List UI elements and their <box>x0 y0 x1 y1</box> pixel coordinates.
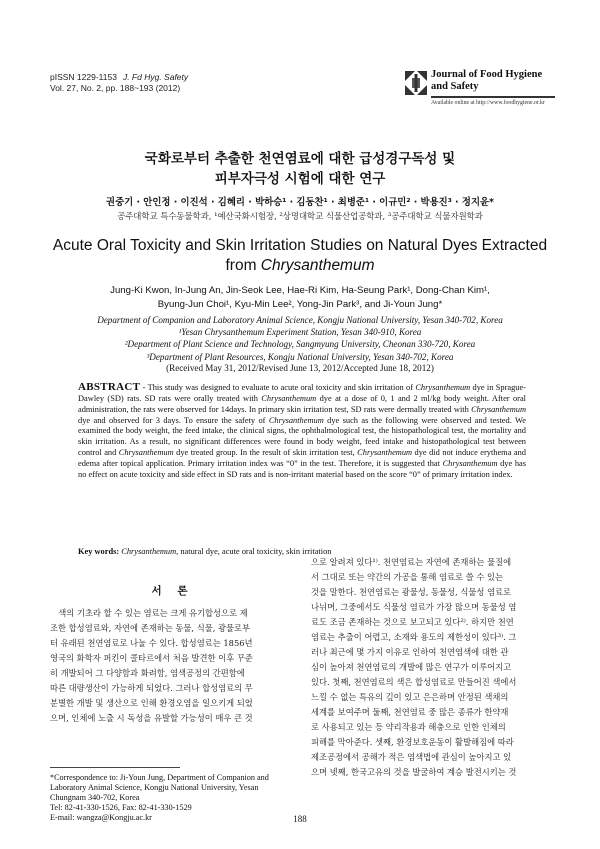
body-line: 히 개발되어 그 다양함과 화려함, 염색공정의 간편함에 <box>50 668 245 678</box>
body-line: 조한 합성염료와, 자연에 존재하는 동물, 식물, 광물로부 <box>50 623 251 633</box>
keywords-italic: Chrysanthemum <box>119 547 177 556</box>
footnote-line: Tel: 82-41-330-1526, Fax: 82-41-330-1529 <box>50 803 192 813</box>
affiliation-line: ³Department of Plant Resources, Kongju National University, Yesan 340-702, Korea <box>146 351 454 362</box>
title-english-italic: Chrysanthemum <box>260 257 375 274</box>
affiliation-line: ¹Yesan Chrysanthemum Experiment Station, Yesan 340-910, Korea <box>178 327 422 338</box>
issn: pISSN 1229-1153 <box>50 72 117 82</box>
affiliation-line: Department of Companion and Laboratory Animal Science, Kongju National University, Yesan 340-702, Korea <box>97 315 503 325</box>
journal-masthead <box>405 69 555 115</box>
page-number: 188 <box>293 814 307 824</box>
body-line: 색의 기초라 할 수 있는 염료는 크게 유기합성으로 제 <box>50 608 248 618</box>
title-english-line2 <box>30 256 570 276</box>
keywords-label: Key words: <box>78 547 120 556</box>
journal-citation <box>50 72 188 94</box>
journal-logo-icon <box>405 71 427 95</box>
abstract-text: dye in Sprague-Dawley (SD) rats. SD rats were orally treated with <box>78 383 526 403</box>
abstract-italic: Chrysanthemum <box>268 415 324 425</box>
body-left-column <box>50 606 295 726</box>
authors-english-line1: Jung-Ki Kwon, In-Jung An, Jin-Seok Lee, Hae-Ri Kim, Ha-Seung Park¹, Dong-Chan Kim¹, <box>110 285 490 296</box>
footnote-line: Laboratory Animal Science, Kongju National University, Yesan <box>50 783 259 793</box>
footnote-line: Chungnam 340-702, Korea <box>50 793 140 803</box>
body-line: 있다. 첫째, 천연염료의 색은 합성염료로 만들어진 색에서 <box>311 677 517 687</box>
body-line: 피해를 막아준다. 셋째, 환경보호운동이 활발해짐에 따라 <box>311 737 514 747</box>
abstract-italic: Chrysanthemum <box>415 383 471 392</box>
journal-rule <box>431 96 555 98</box>
body-line: 심이 높아져 천연염료의 개발에 많은 연구가 이루어지고 <box>311 662 512 672</box>
authors-english-line2: Byung-Jun Choi¹, Kyu-Min Lee², Yong-Jin Park³, and Ji-Youn Jung* <box>157 299 443 310</box>
abstract-heading: ABSTRACT <box>78 381 141 393</box>
abstract-text: - This study was designed to evaluate to acute oral toxicity and skin irritation of <box>140 383 416 392</box>
abstract-italic: Chrysanthemum <box>471 404 526 414</box>
body-line: 나뉘며, 그중에서도 식물성 염료가 가장 많으며 동물성 염 <box>311 602 517 612</box>
footnote-email[interactable]: E-mail: wangza@Kongju.ac.kr <box>50 813 152 823</box>
abstract-italic: Chrysanthemum <box>442 458 498 468</box>
body-line: 터 유래된 천연염료로 나눌 수 있다. 합성염료는 1856년 <box>50 638 253 648</box>
body-right-column <box>311 555 556 780</box>
affiliation-line: ²Department of Plant Science and Technology, Sangmyung University, Cheonan 330-720, Korea <box>124 339 476 350</box>
authors-korean: 권중기 · 안인정 · 이진석 · 김혜리 · 박하승¹ · 김동찬¹ · 최병준¹ · 이규민² · 박용진³ · 정지윤* <box>106 197 494 208</box>
body-line: 으며 넷째, 한국고유의 것을 발굴하여 계승 발전시키는 것 <box>311 767 517 777</box>
body-line: 으며, 인체에 노출 시 독성을 유발할 가능성이 매우 큰 것 <box>50 713 253 723</box>
abstract-text: dye at a dose of 0, 1 and 2 ml/kg body weight. After oral administration, the rats were observed for 14days. In primary skin irritation test, SD rats were dermally treated with <box>78 393 526 414</box>
abstract-text: dye such as the following were observed and tested. We examined the body weight, the feed intake, the clinical signs, the ophthalmological test, the histopathological test, the mortality and skin irritation. As a result, no significant differences were found in body weight, feed intake and histopathological test between control and <box>78 415 526 458</box>
correspondence-footnote <box>50 773 300 823</box>
body-line: 료도 조금 존재하는 것으로 보고되고 있다²⁾. 하지만 천연 <box>311 617 514 627</box>
body-line: 분별한 개발 및 생산으로 인해 환경오염을 일으키게 되었 <box>50 698 253 708</box>
volume-line: Vol. 27, No. 2, pp. 188~193 (2012) <box>50 83 181 93</box>
journal-abbrev: J. Fd Hyg. Safety <box>122 72 189 82</box>
title-korean-line2: 피부자극성 시험에 대한 연구 <box>214 171 386 187</box>
abstract-italic: Chrysanthemum <box>261 393 317 403</box>
body-line: 세계를 보여주며 둘째, 천연염료 중 많은 종류가 한약재 <box>311 707 509 717</box>
body-line: 러나 최근에 몇 가지 이유로 인하여 천연염색에 대한 관 <box>311 647 509 657</box>
journal-online-link[interactable]: Available online at http://www.foodhygiene.or.kr <box>431 100 545 106</box>
journal-title-line2: and Safety <box>431 80 479 92</box>
body-line: 것을 말한다. 천연염료는 광물성, 동물성, 식물성 염료로 <box>311 587 512 597</box>
body-line: 느낄 수 없는 특유의 깊이 있고 은은하며 안정된 색채의 <box>311 692 509 702</box>
abstract-text: dye did not induce erythema and edema after topical application. Primary irritation index was “0” in the test. Therefore, it is suggested that <box>78 448 526 468</box>
title-english-prefix: from <box>225 257 261 274</box>
journal-title-line1: Journal of Food Hygiene <box>431 69 543 80</box>
body-line: 서 그대로 또는 약간의 가공을 통해 염료로 쓸 수 있는 <box>311 572 504 582</box>
body-line: 제조공정에서 공해가 적은 염색법에 관심이 높아지고 있 <box>311 752 512 762</box>
journal-title <box>431 69 542 92</box>
body-line: 따른 대량생산이 가능하게 되었다. 그러나 합성염료의 무 <box>50 683 253 693</box>
title-english-line1: Acute Oral Toxicity and Skin Irritation Studies on Natural Dyes Extracted <box>52 237 548 254</box>
footnote-rule <box>50 767 180 768</box>
body-line: 로 사용되고 있는 등 약리작용과 해충으로 인한 인체의 <box>311 722 506 732</box>
title-korean <box>40 149 560 189</box>
abstract-text: dye treated group. In the result of skin irritation test, <box>173 448 358 458</box>
abstract-text: dye and observed for 3 days. To ensure the safety of <box>78 415 269 425</box>
body-line: 으로 알려져 있다¹⁾. 천연염료는 자연에 존재하는 물질에 <box>311 557 512 567</box>
abstract-italic: Chrysanthemum <box>357 448 413 458</box>
affiliations-english <box>30 314 570 363</box>
abstract-text: dye has no effect on acute toxicity and side effect in SD rats and is non-irritant material based on the score “0” of primary irritation index. <box>78 458 526 479</box>
abstract <box>78 382 526 481</box>
keywords-text: , natural dye, acute oral toxicity, skin irritation <box>176 547 332 556</box>
body-line: 영국의 화학자 퍼킨이 콜타르에서 처음 발견한 이후 꾸준 <box>50 653 253 663</box>
abstract-italic: Chrysanthemum <box>118 448 174 458</box>
received-dates: (Received May 31, 2012/Revised June 13, 2012/Accepted June 18, 2012) <box>166 363 434 373</box>
affiliations-korean: 공주대학교 특수동물학과, ¹예산국화시험장, ²상명대학교 식물산업공학과, ³공주대학교 식물자원학과 <box>117 211 483 221</box>
title-korean-line1: 국화로부터 추출한 천연염료에 대한 급성경구독성 및 <box>144 151 456 167</box>
authors-english <box>40 284 560 312</box>
section-heading: 서 론 <box>151 585 194 597</box>
body-line: 염료는 추출이 어렵고, 소재와 용도의 제한성이 있다³⁾. 그 <box>311 632 517 642</box>
title-english <box>30 236 570 276</box>
footnote-line: *Correspondence to: Ji-Youn Jung, Department of Companion and <box>50 773 269 782</box>
